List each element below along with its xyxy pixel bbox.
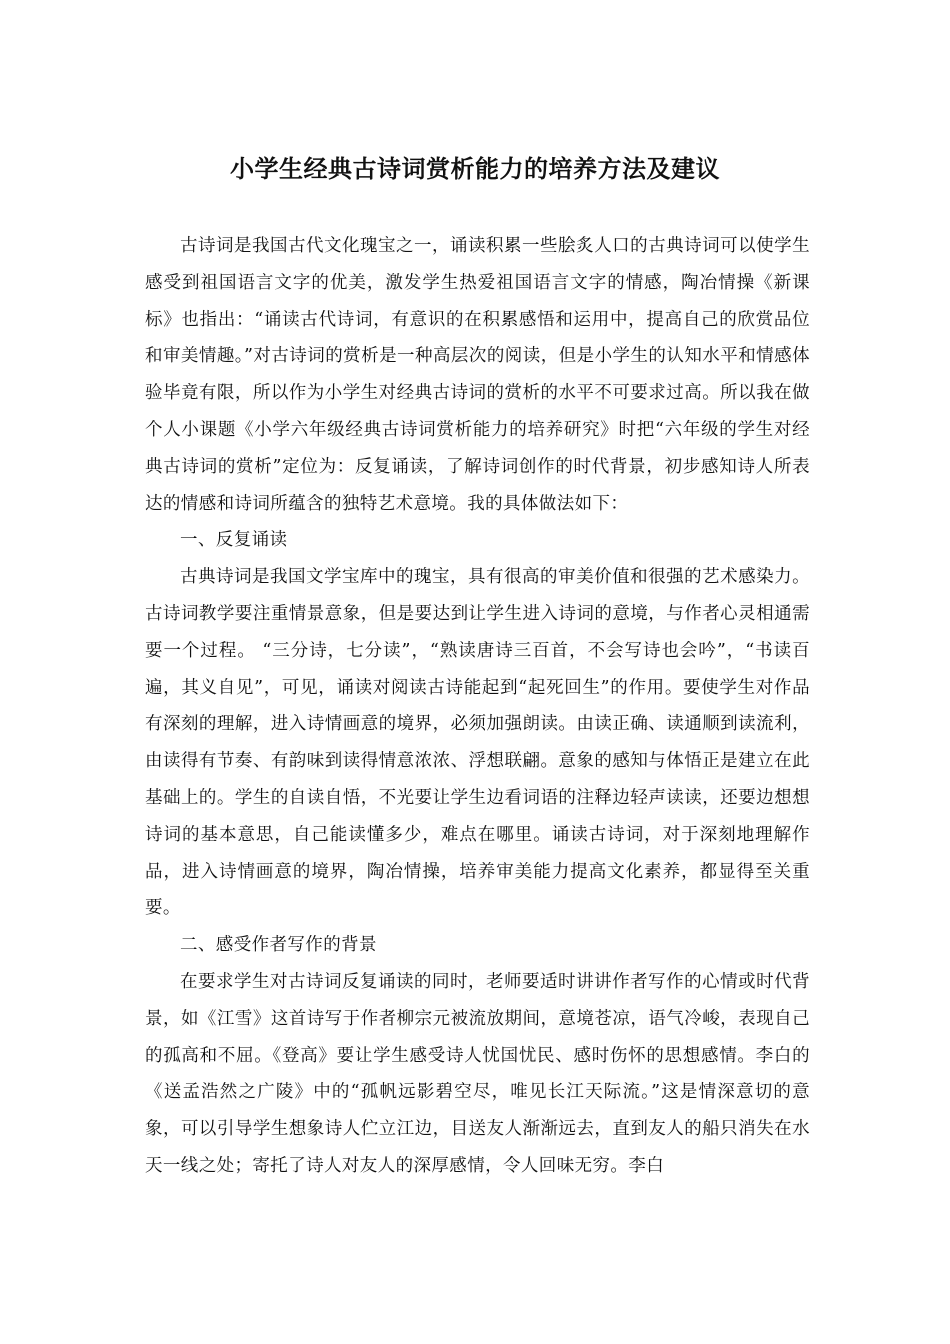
section-heading-1: 一、反复诵读: [180, 530, 288, 551]
paragraph-section-1: 古典诗词是我国文学宝库中的瑰宝，具有很高的审美价值和很强的艺术感染力。古诗词教学要注重情景意象，但是要达到让学生进入诗词的意境，与作者心灵相通需要一个过程。 “三分诗，七分读”，“熟读唐诗三百首，不会写诗也会吟”，“书读百遍，其义自见”，可见，诵读对阅读古诗能起到“起死回生”的作用。要使学生对作品有深刻的理解，进入诗情画意的境界，必须加强朗读。由读正确、读通顺到读流利，由读得有节奏、有韵味到读得情意浓浓、浮想联翩。意象的感知与体悟正是建立在此基础上的。学生的自读自悟，不光要让学生边看词语的注释边轻声读读，还要边想想诗词的基本意思，自己能读懂多少，难点在哪里。诵读古诗词，对于深刻地理解作品，进入诗情画意的境界，陶冶情操，培养审美能力提高文化素养，都显得至关重要。: [145, 567, 810, 919]
section-heading-2: 二、感受作者写作的背景: [180, 935, 377, 956]
document-title: 小学生经典古诗词赏析能力的培养方法及建议: [230, 155, 720, 183]
paragraph-section-2: 在要求学生对古诗词反复诵读的同时，老师要适时讲讲作者写作的心情或时代背景，如《江雪》这首诗写于作者柳宗元被流放期间，意境苍凉，语气冷峻，表现自己的孤高和不屈。《登高》要让学生感受诗人忧国忧民、感时伤怀的思想感情。李白的《送孟浩然之广陵》中的“孤帆远影碧空尽，唯见长江天际流。”这是情深意切的意象，可以引导学生想象诗人伫立江边，目送友人渐渐远去，直到友人的船只消失在水天一线之处；寄托了诗人对友人的深厚感情，令人回味无穷。李白: [145, 971, 810, 1176]
paragraph-intro: 古诗词是我国古代文化瑰宝之一，诵读积累一些脍炙人口的古典诗词可以使学生感受到祖国语言文字的优美，激发学生热爱祖国语言文字的情感，陶冶情操《新课标》也指出：“诵读古代诗词，有意识的在积累感悟和运用中，提高自己的欣赏品位和审美情趣。”对古诗词的赏析是一种高层次的阅读，但是小学生的认知水平和情感体验毕竟有限，所以作为小学生对经典古诗词的赏析的水平不可要求过高。所以我在做个人小课题《小学六年级经典古诗词赏析能力的培养研究》时把“六年级的学生对经典古诗词的赏析”定位为：反复诵读，了解诗词创作的时代背景，初步感知诗人所表达的情感和诗词所蕴含的独特艺术意境。我的具体做法如下：: [145, 236, 810, 514]
document-body: [145, 228, 810, 1185]
